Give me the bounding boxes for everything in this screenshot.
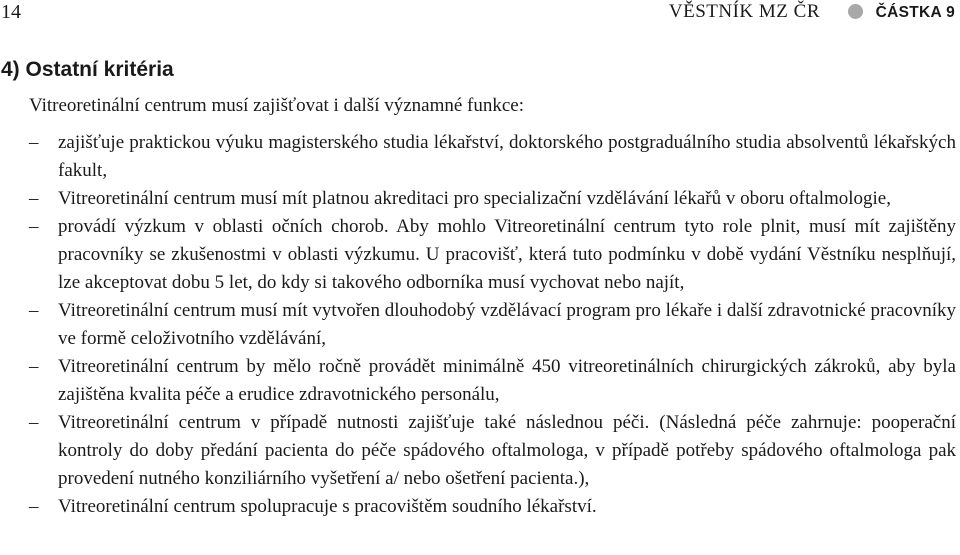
criteria-list [0,129,960,521]
page-header [0,0,960,26]
list-item-text: Vitreoretinální centrum spolupracuje s pracovištěm soudního lékařství. [58,496,597,517]
dash-marker: – [29,300,39,321]
page-number: 14 [1,1,21,23]
list-item [0,493,956,521]
list-item-text: provádí výzkum v oblasti očních chorob. Aby mohlo Vitreoretinální centrum tyto role plnit, musí mít zajištěny pracovníky se zkušenostmi v oblasti výzkumu. U pracovišť, která tuto podmínku v době vydání Věstníku nesplňují, lze akceptovat dobu 5 let, do kdy si takového odborníka musí vychovat nebo najít, [58,216,956,293]
dash-marker: – [29,216,39,237]
list-item-text: Vitreoretinální centrum v případě nutnosti zajišťuje také následnou péči. (Následná péče zahrnuje: pooperační kontroly do doby předání pacienta do péče spádového oftalmologa, v případě potřeby spádového oftalmologa pak provedení nutného konziliárního vyšetření a/ nebo ošetření pacienta.), [58,412,956,489]
dash-marker: – [29,496,39,517]
header-bullet-icon [848,4,863,19]
list-item [0,185,956,213]
list-item [0,213,956,297]
section-intro: Vitreoretinální centrum musí zajišťovat i další významné funkce: [29,95,525,116]
journal-title: VĚSTNÍK MZ ČR [668,1,820,22]
list-item [0,129,956,185]
dash-marker: – [29,132,39,153]
list-item-text: Vitreoretinální centrum by mělo ročně provádět minimálně 450 vitreoretinálních chirurgických zákroků, aby byla zajištěna kvalita péče a erudice zdravotnického personálu, [58,356,956,405]
dash-marker: – [29,412,39,433]
list-item [0,409,956,493]
issue-label: ČÁSTKA 9 [875,4,955,21]
list-item-text: zajišťuje praktickou výuku magisterského studia lékařství, doktorského postgraduálního studia absolventů lékařských fakult, [58,132,956,181]
list-item-text: Vitreoretinální centrum musí mít vytvořen dlouhodobý vzdělávací program pro lékaře i další zdravotnické pracovníky ve formě celoživotního vzdělávání, [58,300,956,349]
dash-marker: – [29,356,39,377]
list-item-text: Vitreoretinální centrum musí mít platnou akreditaci pro specializační vzdělávání lékařů v oboru oftalmologie, [58,188,891,209]
section-heading: 4) Ostatní kritéria [1,58,174,81]
dash-marker: – [29,188,39,209]
list-item [0,297,956,353]
list-item [0,353,956,409]
